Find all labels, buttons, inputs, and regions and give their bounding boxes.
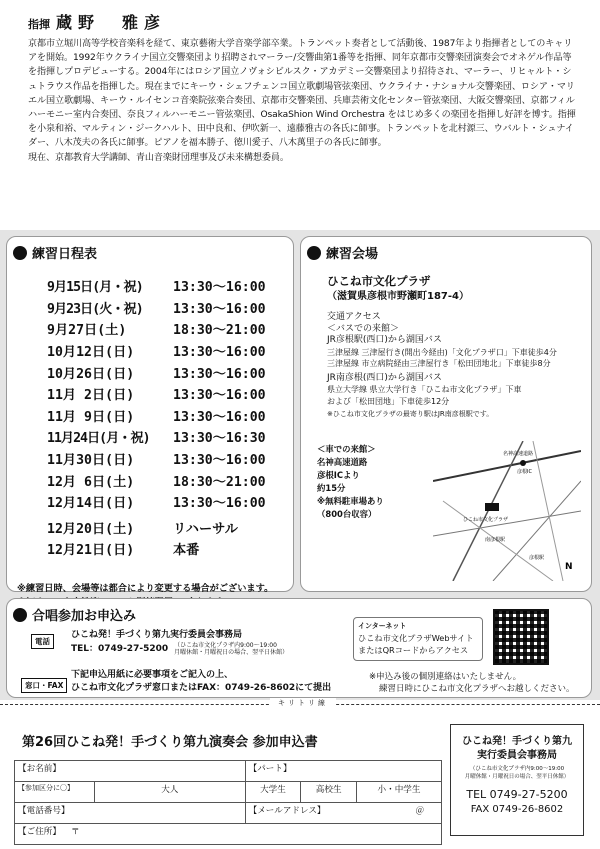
phone-info (71, 629, 288, 656)
map-label: 名神高速道路 (503, 451, 534, 457)
qr-code-icon[interactable] (493, 609, 549, 665)
route1-line: 三津屋線 三津屋行き(開出今経由)「文化プラザ口」下車徒歩4分 (327, 347, 557, 357)
schedule-time: 13:30～16:00 (173, 366, 266, 382)
schedule-panel (6, 236, 294, 592)
schedule-time: 13:30～16:00 (173, 301, 266, 317)
schedule-date: 11月30日(日) (47, 453, 135, 469)
category-option[interactable]: 小・中学生 (357, 782, 442, 803)
car-line: 名神高速道路 (317, 457, 368, 467)
interchange-marker (520, 460, 526, 466)
note-line: 練習日時にひこね市文化プラザへお越しください。 (379, 684, 575, 694)
conductor-role: 指揮 (28, 18, 50, 31)
venue-address: （滋賀県彦根市野瀬町187-4） (327, 291, 469, 302)
car-line: 彦根ICより (317, 470, 360, 480)
phone-field-label: 【電話番号】 (18, 806, 70, 816)
fax-line: 下記申込用紙に必要事項をご記入の上、 (71, 670, 234, 680)
office-box (450, 724, 584, 836)
schedule-date: 11月 9日(日) (47, 409, 135, 425)
schedule-row (47, 318, 287, 340)
part-label: 【パート】 (248, 764, 292, 774)
phone-label: 電話 (31, 634, 54, 649)
personal-note (369, 671, 575, 695)
car-access (317, 443, 384, 521)
office-hours: 月曜休館・月曜祝日の場合、翌平日休館） (464, 774, 570, 780)
schedule-date: 11月24日(月・祝) (47, 431, 150, 447)
form-title: 第26回ひこね発！手づくり第九演奏会 参加申込書 (22, 735, 318, 750)
office-hours: （ひこね市文化プラザ内9:00～19:00 (469, 766, 565, 772)
route2-line: および「松田団地」下車徒歩12分 (327, 396, 450, 406)
phone-hours: （ひこね市文化プラザ内9:00～19:00 (174, 642, 277, 649)
schedule-row (47, 538, 287, 560)
schedule-row (47, 448, 287, 470)
schedule-row (47, 275, 287, 297)
car-line: （800台収容） (317, 509, 377, 519)
office-tel[interactable]: TEL 0749-27-5200 (466, 788, 568, 801)
venue-title: 練習会場 (326, 247, 379, 262)
venue-map (433, 441, 581, 581)
schedule-date: 11月 2日(日) (47, 388, 135, 404)
schedule-row (47, 491, 287, 513)
office-name: ひこね発！手づくり第九 (462, 736, 572, 747)
map-label: ひこね市文化プラザ (463, 517, 509, 523)
category-option[interactable]: 大学生 (245, 782, 301, 803)
part-field[interactable] (245, 761, 441, 782)
venue-panel (300, 236, 592, 592)
access-heading: 交通アクセス (327, 312, 381, 322)
category-option[interactable]: 高校生 (301, 782, 357, 803)
route2-line: 県立大学線 県立大学行き「ひこね市文化プラザ」下車 (327, 385, 522, 394)
schedule-time: 18:30～21:00 (173, 474, 266, 490)
schedule-time: 13:30～16:00 (173, 453, 266, 469)
schedule-date: 10月12日(日) (47, 345, 135, 361)
schedule-date: 12月 6日(土) (47, 474, 135, 490)
phone-block (31, 629, 54, 649)
schedule-time: 13:30～16:00 (173, 280, 266, 296)
phone-number[interactable]: TEL：0749-27-5200 (71, 643, 169, 654)
bullet-icon (13, 246, 27, 260)
route1-title: JR彦根駅(西口)から湖国バス (327, 335, 442, 345)
schedule-time: 13:30～16:00 (173, 496, 266, 512)
postal-mark: 〒 (70, 827, 80, 837)
schedule-time: 13:30～16:00 (173, 388, 266, 404)
schedule-date: 10月26日(日) (47, 366, 135, 382)
schedule-row (47, 405, 287, 427)
bus-heading: ＜バスでの来館＞ (327, 323, 400, 334)
schedule-note: ※練習日時、会場等は都合により変更する場合がございます。 (17, 583, 274, 594)
car-line: ※無料駐車場あり (317, 496, 384, 506)
internet-line: またはQRコードからアクセス (358, 645, 469, 655)
schedule-time: 18:30～21:00 (173, 323, 266, 339)
north-icon: N (565, 562, 573, 572)
schedule-date: 9月15日(月・祝) (47, 280, 143, 296)
route2-title: JR南彦根(西口)から湖国バス (327, 372, 442, 383)
phone-hours: 月曜休館・月曜祝日の場合、翌平日休館） (174, 649, 289, 656)
map-label: 彦根IC (517, 469, 532, 475)
schedule-date: 12月14日(日) (47, 496, 135, 512)
cut-label: キリトリ線 (270, 698, 336, 708)
application-form (14, 760, 442, 845)
office-name: 実行委員会事務局 (477, 750, 557, 761)
schedule-date: 9月23日(火・祝) (47, 301, 143, 317)
phone-org: ひこね発！手づくり第九実行委員会事務局 (71, 630, 243, 640)
schedule-row (47, 361, 287, 383)
schedule-row (47, 517, 287, 539)
schedule-time: 13:30～16:30 (173, 431, 266, 447)
address-label: 【ご住所】 (18, 827, 61, 837)
nearest-station-note: ※ひこね市文化プラザの最寄り駅はJR南彦根駅です。 (327, 410, 494, 418)
schedule-date: 12月21日(日) (47, 543, 135, 559)
bullet-icon (13, 608, 27, 622)
office-fax: FAX 0749-26-8602 (470, 804, 564, 815)
conductor-bio (28, 10, 580, 165)
at-symbol: ＠ (415, 806, 425, 816)
map-label: 彦根駅 (529, 555, 545, 561)
email-field[interactable] (245, 803, 441, 824)
car-line: ＜車での来館＞ (317, 444, 376, 454)
address-field[interactable] (15, 824, 442, 845)
schedule-time: リハーサル (173, 521, 238, 537)
fax-info (71, 669, 331, 695)
category-option[interactable]: 大人 (95, 782, 246, 803)
apply-panel (6, 598, 592, 698)
fax-label: 窓口・FAX (21, 678, 67, 693)
schedule-date: 9月27日(土) (47, 323, 127, 339)
schedule-title: 練習日程表 (32, 247, 98, 262)
bio-paragraph: 京都市立堀川高等学校音楽科を経て、東京藝術大学音楽学部卒業。トランペット奏者として活動後、1987年より指揮者としてのキャリアを開始。1992年ウクライナ国立交響楽団より招聘されマーラー/交響曲第1番等を指揮、同年京都市交響楽団演奏会でオネゲル作品等を指揮しプロデビューする。2004年にはロシア国立ノヴォシビルスク・アカデミー交響楽団より招待され、マーラー、リヒャルト・シュトラウス作品を指揮した。現在までにキーウ・シェフチェンコ国立歌劇場管弦楽団、ウクライナ・ナショナル交響楽団、ロシア・マリエル国立歌劇場、キーウ・ルイセンコ音楽院弦楽合奏団、京都市交響楽団、兵庫芸術文化センター管弦楽団、大阪交響楽団、京都フィルハーモニー室内合奏団、奈良フィルハーモニー管弦楽団、OsakaShion Wind Orchestra をはじめ多くの楽団を指揮し好評を博す。指揮を小泉和裕、マルティン・ジークハルト、田中良和、伊吹新一、遠藤雅古の各氏に師事。トランペットを北村源三、ウバルト・シュナイダー、八木茂夫の各氏に師事。ピアノを福本勝子、徳川愛子、八木萬里子の各氏に師事。 (28, 39, 576, 149)
map-label: 南彦根駅 (485, 537, 506, 543)
schedule-row (47, 469, 287, 491)
internet-block (353, 617, 483, 661)
schedule-list (47, 275, 287, 560)
schedule-time: 13:30～16:00 (173, 345, 266, 361)
schedule-time: 13:30～16:00 (173, 409, 266, 425)
internet-line[interactable]: ひこね市文化プラザWebサイト (358, 633, 474, 643)
internet-label: インターネット (358, 622, 407, 630)
fax-line: ひこね市文化プラザ窓口またはFAX：0749-26-8602にて提出 (71, 683, 332, 693)
schedule-row (47, 383, 287, 405)
fax-block (21, 673, 67, 693)
conductor-name: 蔵野 雅彦 (56, 13, 167, 32)
email-label: 【メールアドレス】 (248, 806, 326, 816)
bio-paragraph: 現在、京都教育大学講師、青山音楽財団理事及び未来構想委員。 (28, 152, 289, 163)
schedule-row (47, 426, 287, 448)
note-line: ※申込み後の個別連絡はいたしません。 (369, 672, 522, 682)
venue-marker (485, 503, 499, 511)
name-field[interactable] (15, 761, 246, 782)
venue-name: ひこね市文化プラザ (327, 274, 431, 288)
schedule-time: 本番 (173, 543, 200, 559)
route1-line: 三津屋線 市立病院経由三津屋行き「松田団地北」下車徒歩8分 (327, 359, 551, 368)
car-line: 約15分 (317, 483, 346, 493)
phone-field[interactable] (15, 803, 246, 824)
category-label: 【参加区分に〇】 (15, 782, 95, 803)
schedule-row (47, 340, 287, 362)
name-label: 【お名前】 (18, 764, 61, 774)
apply-title: 合唱参加お申込み (32, 609, 137, 624)
schedule-date: 12月20日(土) (47, 521, 135, 537)
schedule-row (47, 297, 287, 319)
bullet-icon (307, 246, 321, 260)
